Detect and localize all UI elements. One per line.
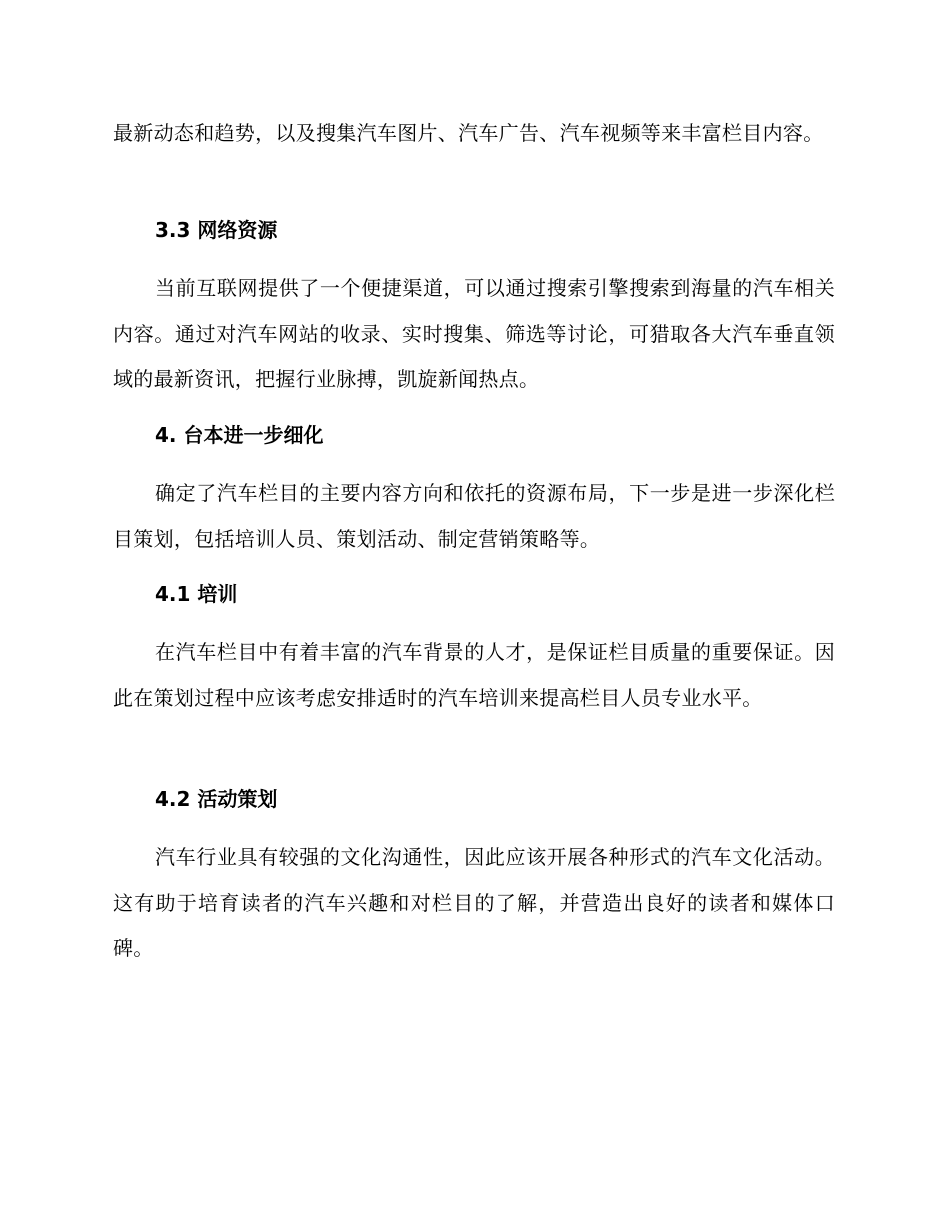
section-3-3-heading: 3.3 网络资源 bbox=[155, 218, 278, 242]
section-3-3-body: 当前互联网提供了一个便捷渠道，可以通过搜索引擎搜索到海量的汽车相关内容。通过对汽车网站的收录、实时搜集、筛选等讨论，可猎取各大汽车垂直领域的最新资讯，把握行业脉搏，凯旋新闻热点。 bbox=[113, 276, 835, 391]
section-4-1-heading: 4.1 培训 bbox=[155, 582, 238, 606]
section-4-2-heading: 4.2 活动策划 bbox=[155, 787, 278, 811]
continued-paragraph: 最新动态和趋势，以及搜集汽车图片、汽车广告、汽车视频等来丰富栏目内容。 bbox=[113, 121, 824, 145]
section-4-1-body: 在汽车栏目中有着丰富的汽车背景的人才，是保证栏目质量的重要保证。因此在策划过程中应该考虑安排适时的汽车培训来提高栏目人员专业水平。 bbox=[113, 640, 835, 710]
section-4-body: 确定了汽车栏目的主要内容方向和依托的资源布局，下一步是进一步深化栏目策划，包括培训人员、策划活动、制定营销策略等。 bbox=[113, 481, 835, 551]
section-4-heading: 4. 台本进一步细化 bbox=[155, 423, 324, 447]
section-4-2-body: 汽车行业具有较强的文化沟通性，因此应该开展各种形式的汽车文化活动。这有助于培育读者的汽车兴趣和对栏目的了解，并营造出良好的读者和媒体口碑。 bbox=[113, 845, 835, 960]
